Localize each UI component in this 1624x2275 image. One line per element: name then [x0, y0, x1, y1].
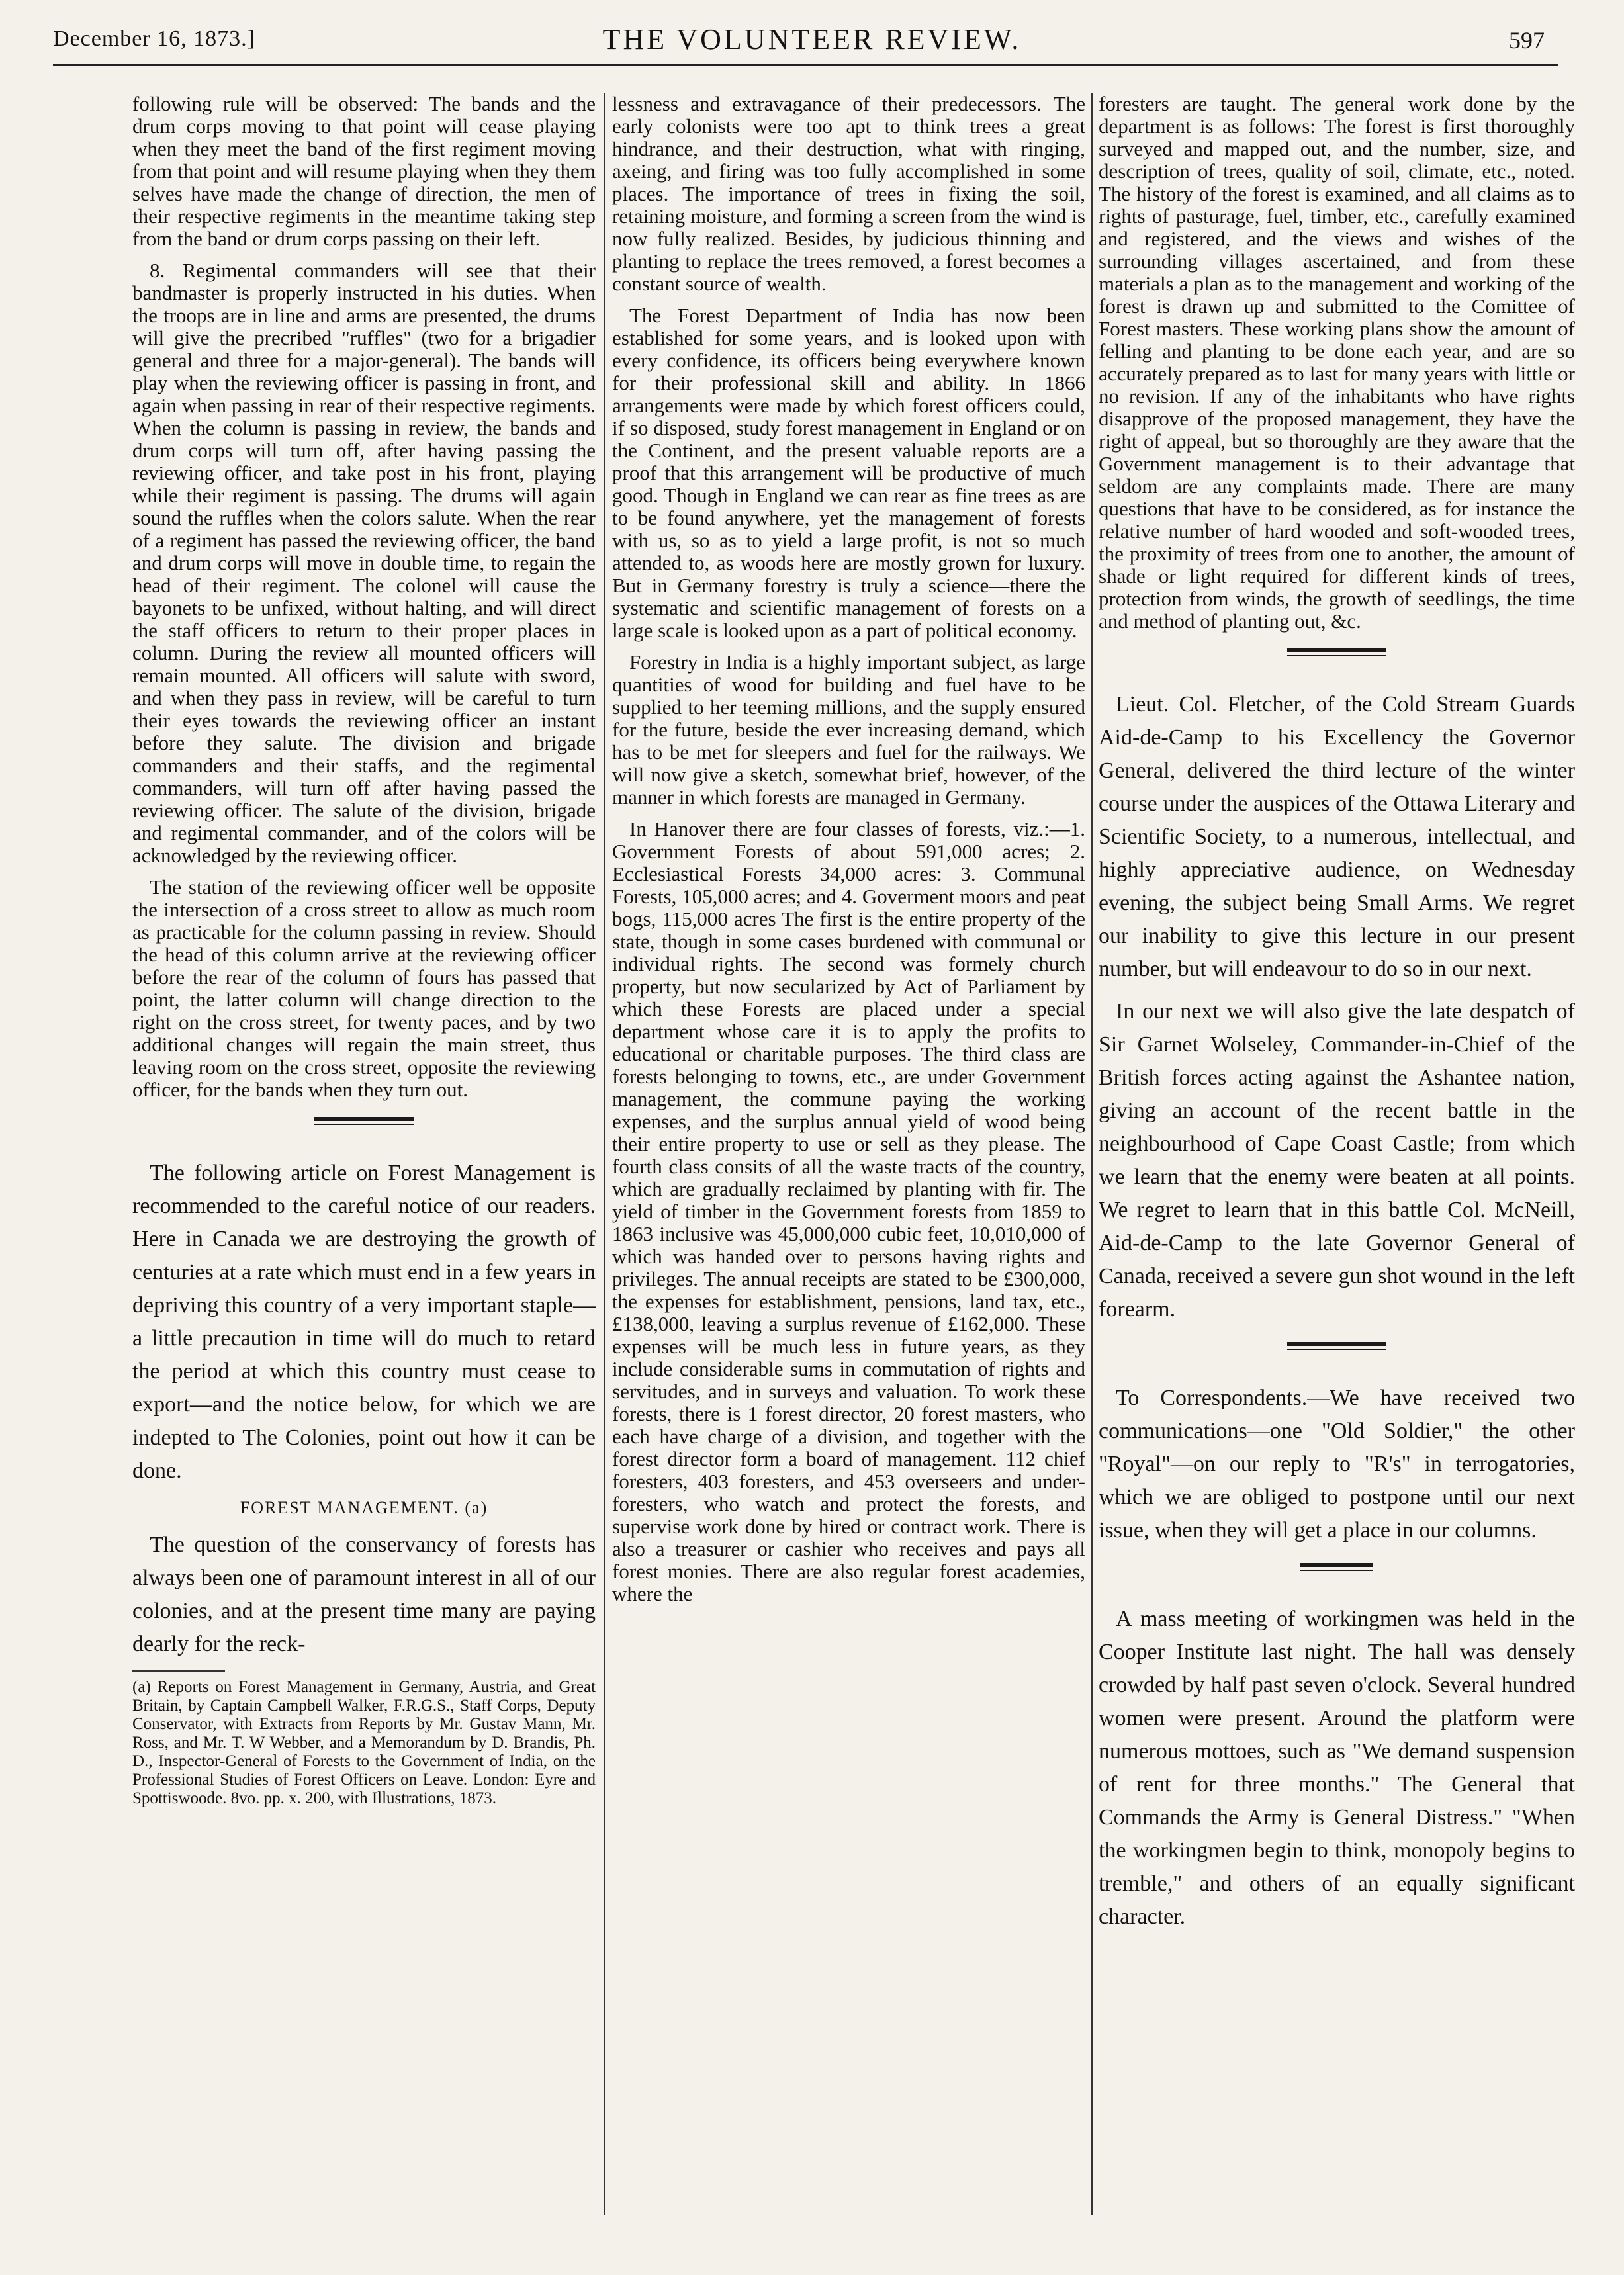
issue-date: December 16, 1873.] — [53, 26, 256, 51]
correspondents-note: To Correspondents.—We have received two communications—one "Old Soldier," the other "Royal"—on our reply to "R's" in terrogatories, which we are obliged to postpone until our next issue, when they will get a place in our columns. — [1099, 1386, 1575, 1542]
news-item: A mass meeting of workingmen was held in the Cooper Institute last night. The hall was densely crowded by half past seven o'clock. Several hundred women were present. Around the platform were numerous mottoes, such as "We demand suspension of rent for three months." The General that Commands the Army is General Distress." "When the workingmen begin to think, monopoly begins to tremble," and others of an equally significant character. — [1099, 1607, 1575, 1929]
paragraph: foresters are taught. The general work done by the department is as follows: The forest is first thoroughly surveyed and mapped out, and the number, size, and description of trees, quality of soil, climate, etc., noted. The history of the forest is examined, and all claims as to rights of pasturage, fuel, timber, etc., carefully examined and registered, and the views and wishes of the surrounding villages ascertained, and from these materials a plan as to the management and working of the forest is drawn up and submitted to the Comittee of Forest masters. These working plans show the amount of felling and planting to be done each year, and are so accurately prepared as to last for many years with little or no revision. If any of the inhabitants who have rights disapprove of the proposed management, they have the right of appeal, but so thoroughly are they aware that the Government management is to their advantage that seldom are any complaints made. There are many questions that have to be considered, as for instance the relative number of hard wooded and soft-wooded trees, the proximity of trees from one to another, the amount of shade or light required for different kinds of trees, protection from winds, the growth of seedlings, the time and method of planting out, &c. — [1099, 93, 1575, 633]
masthead-rule — [53, 64, 1558, 66]
section-separator — [1099, 1342, 1575, 1362]
footnote: (a) Reports on Forest Management in Germany, Austria, and Great Britain, by Captain Campbell Walker, F.R.G.S., Staff Corps, Deputy Conservator, with Extracts from Reports by Mr. Gustav Mann, Mr. Ross, and Mr. T. W Webber, and a Memorandum by D. Brandis, Ph. D., Inspector-General of Forests to the Government of India, on the Professional Studies of Forest Officers on Leave. London: Eyre and Spottiswoode. 8vo. pp. x. 200, with Illustrations, 1873. — [132, 1678, 596, 1807]
news-item: Lieut. Col. Fletcher, of the Cold Stream Guards Aid-de-Camp to his Excellency the Governor General, delivered the third lecture of the winter course under the auspices of the Ottawa Literary and Scientific Society, to a numerous, intellectual, and highly appreciative audience, on Wednesday evening, the subject being Small Arms. We regret our inability to give this lecture in our present number, but will endeavour to do so in our next. — [1099, 692, 1575, 981]
column-divider — [604, 93, 605, 2215]
newspaper-title: THE VOLUNTEER REVIEW. — [602, 23, 1022, 56]
news-item: In our next we will also give the late despatch of Sir Garnet Wolseley, Commander-in-Chief of the British forces acting against the Ashantee nation, giving an account of the recent battle in the neighbourhood of Cape Coast Castle; from which we learn that the enemy were beaten at all points. We regret to learn that in this battle Col. McNeill, Aid-de-Camp to the late Governor General of Canada, received a severe gun shot wound in the left forearm. — [1099, 999, 1575, 1321]
section-separator — [1099, 648, 1575, 668]
paragraph: 8. Regimental commanders will see that their bandmaster is properly instructed in his duties. When the troops are in line and arms are presented, the drums will give the precribed "ruffles" (two for a brigadier general and three for a major-general). The bands will play when the reviewing officer is passing in front, and again when passing in rear of their respective regiments. When the column is passing in review, the bands and drum corps will turn off, after having passing the reviewing officer, and take post in his front, playing while their regiment is passing. The drums will again sound the ruffles when the colors salute. When the rear of a regiment has passed the reviewing officer, the band and drum corps will move in double time, to regain the head of their regiment. The colonel will cause the bayonets to be unfixed, without halting, and will direct the staff officers to return to their proper places in column. During the review all mounted officers will remain mounted. All officers will salute with sword, and when they pass in review, will be careful to turn their eyes towards the reviewing officer an instant before they salute. The division and brigade commanders and their staffs, and the regimental commanders, will turn off after having passed the reviewing officer. The salute of the division, brigade and regimental commander, and of the colors will be acknowledged by the reviewing officer. — [132, 259, 596, 867]
paragraph: The Forest Department of India has now been established for some years, and is looked upon with every confidence, its officers being everywhere known for their professional skill and ability. In 1866 arrangements were made by which forest officers could, if so disposed, study forest management in England or on the Continent, and the present valuable reports are a proof that this arrangement will be productive of much good. Though in England we can rear as fine trees as are to be found anywhere, yet the management of forests with us, so as to yield a large profit, is not so much attended to, as woods here are mostly grown for luxury. But in Germany forestry is truly a science—there the systematic and scientific management of forests on a large scale is looked upon as a part of political economy. — [612, 304, 1085, 642]
column-3 — [1099, 93, 1575, 2215]
page-number: 597 — [1509, 27, 1545, 54]
editorial-note: The following article on Forest Management is recommended to the careful notice of our readers. Here in Canada we are destroying the growth of centuries at a rate which must end in a few years in depriving this country of a very important staple— a little precaution in time will do much to retard the period at which this country must cease to export—and the notice below, for which we are indepted to The Colonies, point out how it can be done. — [132, 1161, 596, 1483]
paragraph: Forestry in India is a highly important subject, as large quantities of wood for building and fuel have to be supplied to her teeming millions, and the supply ensured for the future, beside the ever increasing demand, which has to be met for sleepers and fuel for the railways. We will now give a sketch, somewhat brief, however, of the manner in which forests are managed in Germany. — [612, 650, 1085, 809]
column-2 — [612, 93, 1085, 2215]
masthead — [0, 0, 1624, 66]
footnote-rule — [132, 1670, 225, 1672]
paragraph: lessness and extravagance of their predecessors. The early colonists were too apt to think trees a great hindrance, and their destruction, what with ringing, axeing, and firing was too fully accomplished in some places. The importance of trees in fixing the soil, retaining moisture, and forming a screen from the wind is now fully realized. Besides, by judicious thinning and planting to replace the trees removed, a forest becomes a constant source of wealth. — [612, 93, 1085, 295]
column-1 — [132, 93, 596, 2215]
paragraph: The station of the reviewing officer well be opposite the intersection of a cross street to allow as much room as practicable for the column passing in review. Should the head of this column arrive at the reviewing officer before the rear of the column of fours has passed that point, the latter column will change direction to the right on the cross street, for twenty paces, and by two additional changes will regain the main street, thus leaving room on the cross street, opposite the reviewing officer, for the bands when they turn out. — [132, 875, 596, 1101]
column-divider — [1091, 93, 1093, 2215]
paragraph: In Hanover there are four classes of forests, viz.:—1. Government Forests of about 591,000 acres; 2. Ecclesiastical Forests 34,000 acres: 3. Communal Forests, 105,000 acres; and 4. Goverment moors and peat bogs, 115,000 acres The first is the entire property of the state, though in some cases burdened with communal or individual rights. The second was formely church property, but now secularized by Act of Parliament by which these Forests are placed under a special department whose care it is to apply the profits to educational or charitable purposes. The third class are forests belonging to towns, etc., are under Government management, the commune paying the working expenses, and the surplus annual yield of wood being their entire property to use or sell as they please. The fourth class consits of all the waste tracts of the country, which are gradually reclaimed by planting with fir. The yield of timber in the Government forests from 1859 to 1863 inclusive was 45,000,000 cubic feet, 10,010,000 of which was handed over to persons having rights and privileges. The annual receipts are stated to be £300,000, the expenses for establishment, pensions, land tax, etc., £138,000, leaving a surplus revenue of £162,000. These expenses will be much less in future years, as they include considerable sums in commutation of rights and servitudes, and in surveys and valuation. To work these forests, there is 1 forest director, 20 forest masters, who each have charge of a division, and together with the forest director form a board of management. 112 chief foresters, 403 foresters, and 453 overseers and under-foresters, who watch and protect the forests, and supervise work done by hired or contract work. There is also a treasurer or cashier who receives and pays all forest monies. There are also regular forest academies, where the — [612, 817, 1085, 1605]
article-heading: FOREST MANAGEMENT. (a) — [240, 1498, 488, 1517]
section-separator — [1099, 1563, 1575, 1583]
paragraph: following rule will be observed: The bands and the drum corps moving to that point will cease playing when they meet the band of the first regiment moving from that point and will resume playing when they them selves have made the change of direction, the men of their respective regiments in the meantime taking step from the band or drum corps passing on their left. — [132, 93, 596, 250]
paragraph: The question of the conservancy of forests has always been one of paramount interest in all of our colonies, and at the present time many are paying dearly for the reck- — [132, 1533, 596, 1656]
section-separator — [132, 1117, 596, 1137]
